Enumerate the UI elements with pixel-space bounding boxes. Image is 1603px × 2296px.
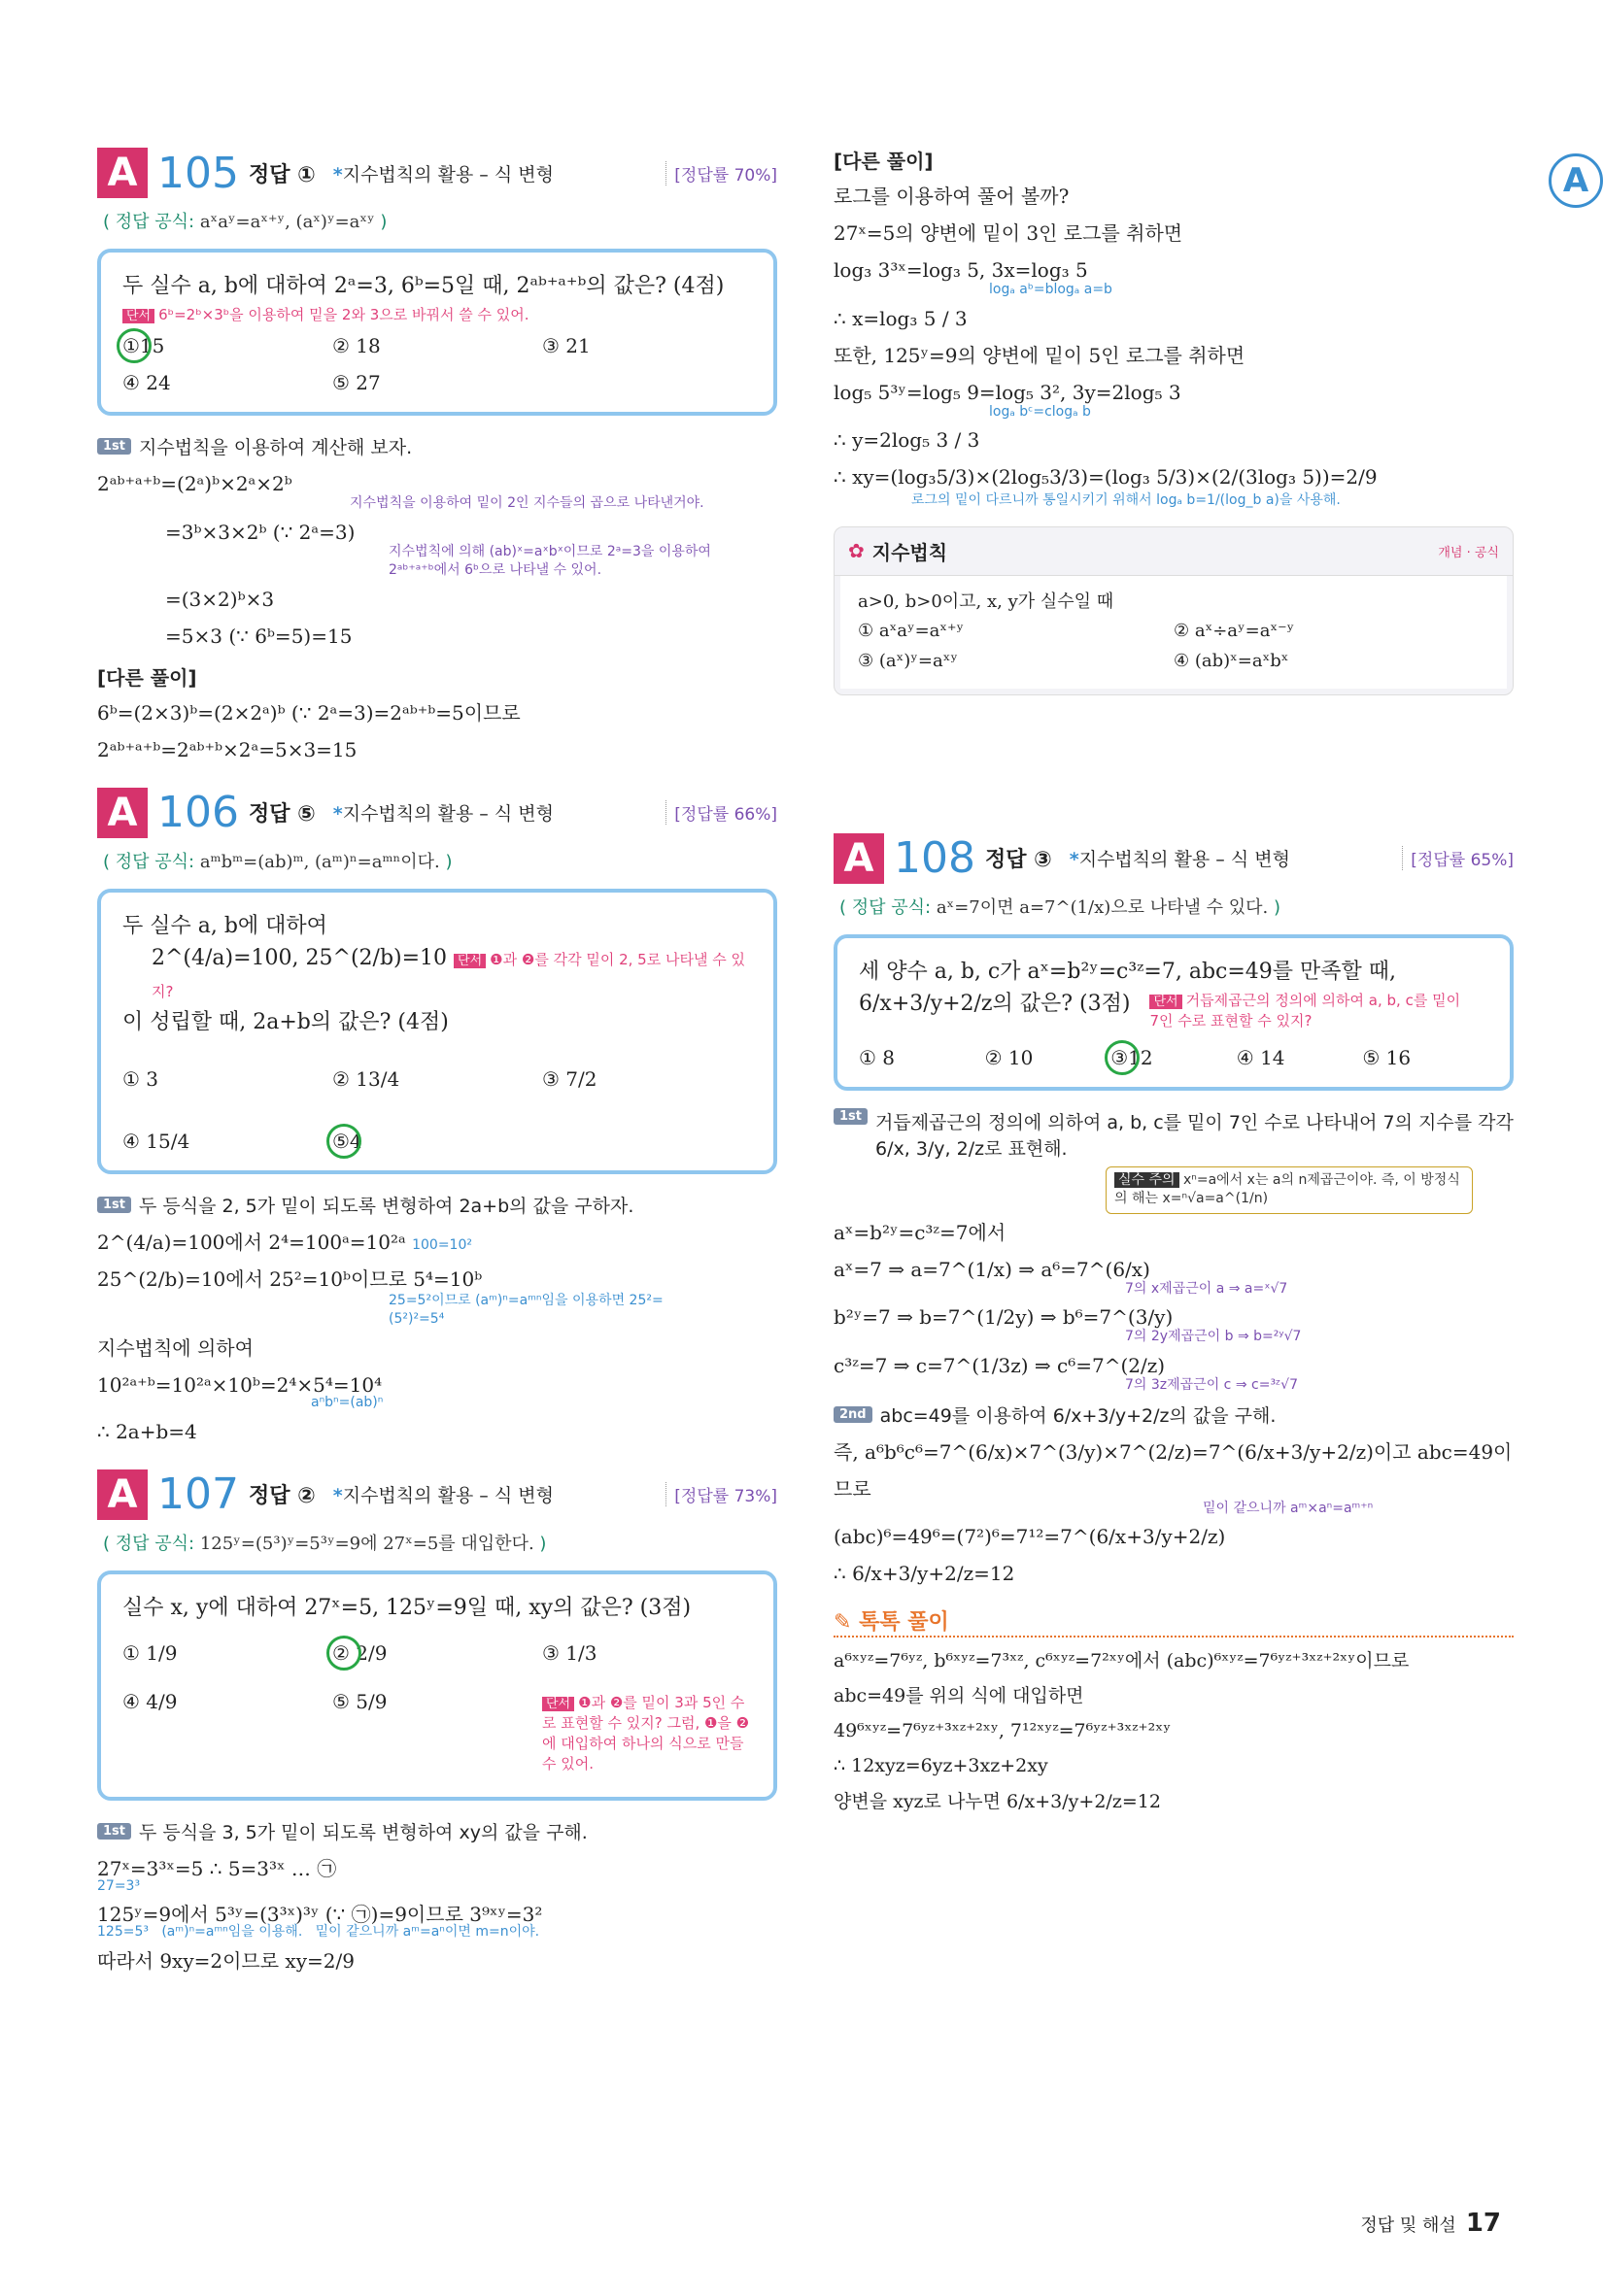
question-text: 실수 x, y에 대하여 27ˣ=5, 125ʸ=9일 때, xy의 값은? (3점) [122, 1595, 692, 1620]
alt-solution-107: 로그를 이용하여 풀어 볼까? 27ˣ=5의 양변에 밑이 3인 로그를 취하면 log₃ 3³ˣ=log₃ 5, 3x=log₃ 5 logₐ aᵇ=blogₐ a=b ∴ x=log₃ 5 / 3 또한, 125ʸ=9의 양변에 밑이 5인 로그를 취하면 log₅ 5³ʸ=log₅ 9=log₅ 3², 3y=2log₅ 3 logₐ bᶜ=clogₐ b ∴ y=2log₅ 3 / 3 ∴ xy=(log₃5/3)×(2log₅3/3)=(log₃ 5/3)×(2/(3log₃ 5))=2/9 로그의 밑이 다르니까 통일시키기 위해서 logₐ b=1/(log_b a)을 사용해. [834, 185, 1378, 509]
topic: *지수법칙의 활용 – 식 변형 [332, 163, 554, 186]
problem-107-header [97, 1468, 777, 1522]
quick-solution: a⁶ˣʸᶻ=7⁶ʸᶻ, b⁶ˣʸᶻ=7³ˣᶻ, c⁶ˣʸᶻ=7²ˣʸ에서 (abc)⁶ˣʸᶻ=7⁶ʸᶻ⁺³ˣᶻ⁺²ˣʸ이므로 abc=49를 위의 식에 대입하면 49⁶ˣʸᶻ=7⁶ʸᶻ⁺³ˣᶻ⁺²ˣʸ, 7¹²ˣʸᶻ=7⁶ʸᶻ⁺³ˣᶻ⁺²ˣʸ ∴ 12xyz=6yz+3xz+2xy 양변을 xyz로 나누면 6/x+3/y+2/z=12 [834, 1650, 1410, 1812]
choices [122, 1067, 752, 1153]
problem-number: 106 [157, 788, 239, 838]
choices [122, 1641, 752, 1779]
answer: 정답 ③ [984, 848, 1052, 873]
footer-label: 정답 및 해설 [1360, 2215, 1456, 2236]
choices [859, 1046, 1488, 1069]
problem-number: 108 [894, 833, 975, 884]
choice-3: ③12 [1110, 1046, 1237, 1069]
choice-1: ①15 [122, 334, 332, 357]
question-text-2: 6/x+3/y+2/z의 값은? (3점) [859, 991, 1131, 1016]
correct-rate: [정답률 65%] [1402, 846, 1514, 870]
solution-106: 2^(4/a)=100에서 2⁴=100ᵃ=10²ᵃ 100=10² 25^(2/b)=10에서 25²=10ᵇ이므로 5⁴=10ᵇ 25=5²이므로 (aᵐ)ⁿ=aᵐⁿ임을 이용하면 25²=(5²)²=5⁴ 지수법칙에 의하여 10²ᵃ⁺ᵇ=10²ᵃ×10ᵇ=2⁴×5⁴=10⁴ aⁿbⁿ=(ab)ⁿ ∴ 2a+b=4 [97, 1230, 664, 1443]
choice-2: ② 18 [332, 334, 381, 357]
hint: 단서 ❶과 ❷를 밑이 3과 5인 수로 표현할 수 있지? 그럼, ❶을 ❷에 대입하여 하나의 식으로 만들 수 있어. [542, 1693, 750, 1773]
choice-5: ⑤ 5/9 [332, 1689, 388, 1713]
answer: 정답 ② [248, 1484, 316, 1509]
step-2nd: 2nd abc=49를 이용하여 6/x+3/y+2/z의 값을 구해. [834, 1401, 1514, 1428]
question-text: 두 실수 a, b에 대하여 2ᵃ=3, 6ᵇ=5일 때, 2ᵃᵇ⁺ᵃ⁺ᵇ의 값은? (4점) [122, 274, 725, 298]
flower-icon: ✿ [848, 539, 865, 563]
formula: ( 정답 공식: aᵐbᵐ=(ab)ᵐ, (aᵐ)ⁿ=aᵐⁿ이다. ) [103, 851, 453, 872]
right-column [834, 146, 1514, 1819]
correct-rate: [정답률 66%] [665, 800, 777, 825]
choice-3: ③ 7/2 [542, 1066, 597, 1091]
step-1st: 1st 두 등식을 2, 5가 밑이 되도록 변형하여 2a+b의 값을 구하자. [97, 1192, 777, 1218]
choice-3: ③ 1/3 [542, 1640, 597, 1665]
problem-105-header [97, 146, 777, 200]
topic: *지수법칙의 활용 – 식 변형 [332, 803, 554, 826]
choice-5: ⑤4 [332, 1130, 542, 1153]
question-box-107 [97, 1570, 777, 1801]
choice-3: ③ 21 [542, 334, 591, 357]
concept-condition: a>0, b>0이고, x, y가 실수일 때 [858, 591, 1114, 612]
choice-5: ⑤ 27 [332, 371, 381, 394]
concept-category: 개념 · 공식 [1438, 545, 1499, 560]
solution-107: 27ˣ=3³ˣ=5 ∴ 5=3³ˣ … ㉠ 27=3³ 125ʸ=9에서 5³ʸ=(3³ˣ)³ʸ (∵ ㉠)=9이므로 3⁹ˣʸ=3² 125=5³ (aᵐ)ⁿ=aᵐⁿ임을 이용해. 밑이 같으니까 aᵐ=aⁿ이면 m=n이야. 따라서 9xy=2이므로 xy=2/9 [97, 1856, 543, 1973]
concept-title: 지수법칙 [871, 540, 948, 564]
choice-5: ⑤ 16 [1362, 1045, 1412, 1069]
answer: 정답 ① [248, 162, 316, 187]
level-badge: A [834, 833, 884, 884]
left-column [97, 146, 777, 1979]
solution-108: aˣ=b²ʸ=c³ᶻ=7에서 aˣ=7 ⇒ a=7^(1/x) ⇒ a⁶=7^(6/x) 7의 x제곱근이 a ⇒ a=ˣ√7 b²ʸ=7 ⇒ b=7^(1/2y) ⇒ b⁶=7^(3/y) 7의 2y제곱근이 b ⇒ b=²ʸ√7 c³ᶻ=7 ⇒ c=7^(1/3z) ⇒ c⁶=7^(2/z) 7의 3z제곱근이 c ⇒ c=³ᶻ√7 [834, 1220, 1302, 1393]
choice-2: ② 2/9 [332, 1641, 542, 1665]
choice-4: ④ 14 [1236, 1045, 1285, 1069]
solution-108-2: 즉, a⁶b⁶c⁶=7^(6/x)×7^(3/y)×7^(2/z)=7^(6/x+3/y+2/z)이고 abc=49이므로 밑이 같으니까 aᵐ×aⁿ=aᵐ⁺ⁿ (abc)⁶=49⁶=(7²)⁶=7¹²=7^(6/x+3/y+2/z) ∴ 6/x+3/y+2/z=12 [834, 1439, 1513, 1586]
alt-solution-105: 6ᵇ=(2×3)ᵇ=(2×2ᵃ)ᵇ (∵ 2ᵃ=3)=2ᵃᵇ⁺ᵇ=5이므로 2ᵃᵇ⁺ᵃ⁺ᵇ=2ᵃᵇ⁺ᵇ×2ᵃ=5×3=15 [97, 700, 521, 761]
alt-solution-title: [다른 풀이] [97, 665, 197, 690]
level-badge: A [97, 148, 148, 198]
problem-number: 107 [157, 1469, 239, 1520]
topic: *지수법칙의 활용 – 식 변형 [1069, 849, 1290, 871]
choice-1: ① 1/9 [122, 1640, 178, 1665]
topic: *지수법칙의 활용 – 식 변형 [332, 1485, 554, 1507]
page-footer [1360, 2209, 1501, 2238]
formula: ( 정답 공식: 125ʸ=(5³)ʸ=5³ʸ=9에 27ˣ=5를 대입한다. ) [103, 1533, 547, 1554]
alt-solution-title: [다른 풀이] [834, 150, 934, 173]
question-box-106 [97, 889, 777, 1174]
question-text-3: 이 성립할 때, 2a+b의 값은? (4점) [122, 1009, 449, 1034]
wrench-icon: ✎ [834, 1610, 852, 1636]
hint: 단서 6ᵇ=2ᵇ×3ᵇ을 이용하여 밑을 2와 3으로 바꿔서 쓸 수 있어. [122, 304, 752, 324]
choice-4: ④ 15/4 [122, 1129, 190, 1153]
question-text-1: 세 양수 a, b, c가 aˣ=b²ʸ=c³ᶻ=7, abc=49를 만족할 때, [859, 959, 1397, 984]
formula: ( 정답 공식: aˣ=7이면 a=7^(1/x)으로 나타낼 수 있다. ) [839, 896, 1281, 918]
choices [122, 334, 752, 394]
concept-rules: ① aˣaʸ=aˣ⁺ʸ ② aˣ÷aʸ=aˣ⁻ʸ ③ (aˣ)ʸ=aˣʸ ④ (ab)ˣ=aˣbˣ [858, 621, 1295, 671]
problem-number: 105 [157, 148, 239, 198]
section-badge: A [1549, 153, 1603, 208]
step-1st: 1st 두 등식을 3, 5가 밑이 되도록 변형하여 xy의 값을 구해. [97, 1818, 777, 1844]
page-number: 17 [1465, 2209, 1501, 2238]
choice-2: ② 10 [984, 1045, 1034, 1069]
mistake-tip: 실수 주의 xⁿ=a에서 x는 a의 n제곱근이야. 즉, 이 방정식의 해는 x=ⁿ√a=a^(1/n) [1106, 1166, 1473, 1214]
solution-105: 2ᵃᵇ⁺ᵃ⁺ᵇ=(2ᵃ)ᵇ×2ᵃ×2ᵇ 지수법칙을 이용하여 밑이 2인 지수들의 곱으로 나타낸거야. =3ᵇ×3×2ᵇ (∵ 2ᵃ=3) 지수법칙에 의해 (ab)ˣ=aˣbˣ이므로 2ᵃ=3을 이용하여 2ᵃᵇ⁺ᵃ⁺ᵇ에서 6ᵇ으로 나타낼 수 있어. =(3×2)ᵇ×3 =5×3 (∵ 6ᵇ=5)=15 [97, 472, 711, 648]
hint: 단서 거듭제곱근의 정의에 의하여 a, b, c를 밑이 7인 수로 표현할 수 있지? [1149, 991, 1461, 1030]
formula: ( 정답 공식: aˣaʸ=aˣ⁺ʸ, (aˣ)ʸ=aˣʸ ) [103, 212, 388, 232]
level-badge: A [97, 788, 148, 838]
quick-solution-title: ✎ 톡톡 풀이 [834, 1605, 1514, 1638]
question-text-1: 두 실수 a, b에 대하여 [122, 913, 327, 938]
question-text-2: 2^(4/a)=100, 25^(2/b)=10 단서 ❶과 ❷를 각각 밑이 2, 5로 나타낼 수 있지? [152, 945, 745, 1000]
choice-1: ① 3 [122, 1066, 159, 1091]
question-box-108 [834, 934, 1514, 1091]
problem-108-header [834, 831, 1514, 886]
correct-rate: [정답률 73%] [665, 1482, 777, 1506]
question-box-105 [97, 249, 777, 416]
problem-106-header [97, 786, 777, 840]
choice-4: ④ 4/9 [122, 1689, 178, 1713]
step-1st: 1st 지수법칙을 이용하여 계산해 보자. [97, 433, 777, 459]
step-1st: 1st 거듭제곱근의 정의에 의하여 a, b, c를 밑이 7인 수로 나타내어 7의 지수를 각각 6/x, 3/y, 2/z로 표현해. [834, 1108, 1514, 1161]
choice-2: ② 13/4 [332, 1066, 400, 1091]
concept-box [834, 526, 1514, 695]
answer: 정답 ⑤ [248, 802, 316, 827]
correct-rate: [정답률 70%] [665, 161, 777, 186]
choice-4: ④ 24 [122, 371, 171, 394]
choice-1: ① 8 [859, 1045, 896, 1069]
level-badge: A [97, 1469, 148, 1520]
